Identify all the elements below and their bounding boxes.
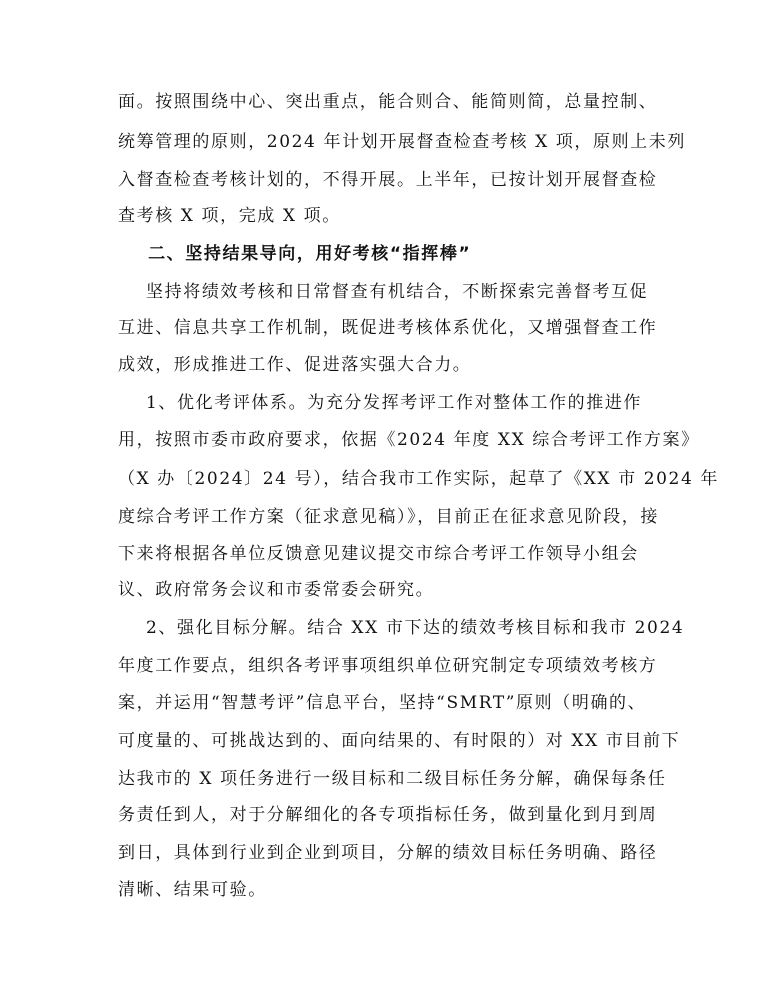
paragraph-line: 议、政府常务会议和市委常委会研究。 (118, 580, 435, 600)
paragraph-line: 2、强化目标分解。结合 XX 市下达的绩效考核目标和我市 2024 (118, 618, 685, 638)
paragraph-line: 务责任到人，对于分解细化的各专项指标任务，做到量化到月到周 (118, 805, 658, 825)
section-heading: 二、坚持结果导向，用好考核“指挥棒” (118, 244, 472, 264)
paragraph-line: 面。按照围绕中心、突出重点，能合则合、能简则简，总量控制、 (118, 92, 658, 112)
paragraph-line: 入督查检查考核计划的，不得开展。上半年，已按计划开展督查检 (118, 170, 658, 190)
paragraph-line: 成效，形成推进工作、促进落实强大合力。 (118, 355, 472, 375)
paragraph-line: 度综合考评工作方案（征求意见稿）》，目前正在征求意见阶段，接 (118, 507, 659, 527)
paragraph-line: 年度工作要点，组织各考评事项组织单位研究制定专项绩效考核方 (118, 656, 658, 676)
paragraph-line: （X 办〔2024〕24 号），结合我市工作实际，起草了《XX 市 2024 年 (118, 469, 719, 489)
paragraph-line: 到日，具体到行业到企业到项目，分解的绩效目标任务明确、路径 (118, 843, 658, 863)
paragraph-line: 坚持将绩效考核和日常督查有机结合，不断探索完善督考互促 (118, 282, 649, 302)
paragraph-line: 互进、信息共享工作机制，既促进考核体系优化，又增强督查工作 (118, 318, 658, 338)
paragraph-line: 清晰、结果可验。 (118, 880, 267, 900)
paragraph-line: 案，并运用“智慧考评”信息平台，坚持“SMRT”原则（明确的、 (118, 693, 647, 713)
paragraph-line: 可度量的、可挑战达到的、面向结果的、有时限的）对 XX 市目前下 (118, 731, 681, 751)
paragraph-line: 下来将根据各单位反馈意见建议提交市综合考评工作领导小组会 (118, 544, 639, 564)
paragraph-line: 统筹管理的原则，2024 年计划开展督查检查考核 X 项，原则上未列 (118, 132, 686, 152)
paragraph-line: 达我市的 X 项任务进行一级目标和二级目标任务分解，确保每条任 (118, 769, 667, 789)
paragraph-line: 用，按照市委市政府要求，依据《2024 年度 XX 综合考评工作方案》 (118, 430, 700, 450)
paragraph-line: 查考核 X 项，完成 X 项。 (118, 206, 341, 226)
paragraph-line: 1、优化考评体系。为充分发挥考评工作对整体工作的推进作 (118, 393, 643, 413)
